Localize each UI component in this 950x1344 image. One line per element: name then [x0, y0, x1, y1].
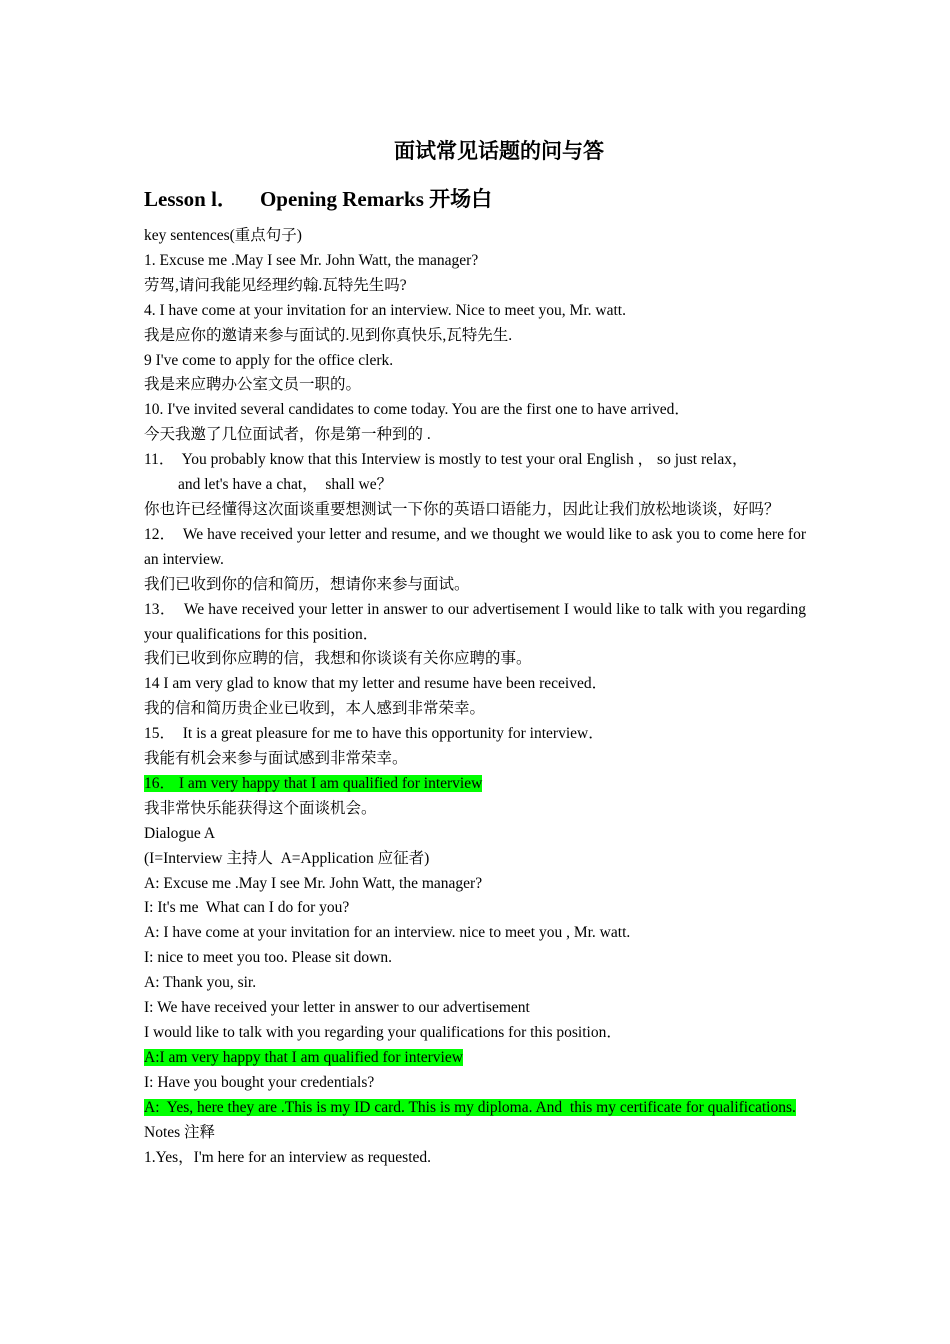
highlighted-text: 16． I am very happy that I am qualified for interview [144, 774, 483, 792]
lesson-number: Lesson l． [144, 187, 238, 211]
line-text: 我非常快乐能获得这个面谈机会。 [144, 799, 377, 817]
text-line [144, 722, 806, 747]
line-text: 我是应你的邀请来参与面试的.见到你真快乐,瓦特先生. [144, 326, 513, 344]
line-text: 9 I've come to apply for the office clerk. [144, 351, 394, 369]
text-line [144, 573, 806, 598]
text-line [144, 647, 806, 672]
line-text: A: Thank you, sir. [144, 974, 257, 992]
line-text: 14 I am very glad to know that my letter and resume have been received． [144, 675, 608, 693]
line-text: Notes 注释 [144, 1123, 216, 1141]
text-line [144, 473, 806, 498]
text-line [144, 772, 806, 797]
line-text: (I=Interview 主持人 A=Application 应征者) [144, 849, 430, 867]
text-line [144, 822, 806, 847]
text-line [144, 872, 806, 897]
text-line [144, 423, 806, 448]
text-line [144, 697, 806, 722]
text-line [144, 847, 806, 872]
document-body [144, 224, 810, 1170]
lesson-name: Opening Remarks 开场白 [259, 187, 493, 211]
line-text: 我们已收到你的信和简历，想请你来参与面试。 [144, 575, 470, 593]
text-line [144, 996, 806, 1021]
text-line [144, 598, 810, 648]
line-text: I: nice to meet you too. Please sit down. [144, 949, 392, 967]
lesson-heading [144, 184, 806, 214]
line-text: and let's have a chat， shall we？ [178, 476, 393, 494]
text-line [144, 224, 806, 249]
line-text: 1.Yes，I'm here for an interview as requested. [144, 1148, 432, 1166]
line-text: 13． We have received your letter in answer to our advertisement I would like to talk with you regarding your qualifications for this position． [144, 600, 810, 643]
line-text: 15． It is a great pleasure for me to have this opportunity for interview． [144, 725, 604, 743]
text-line [144, 946, 806, 971]
line-text: 12． We have received your letter and resume, and we thought we would like to ask you to come here for an interview. [144, 525, 810, 568]
text-line [144, 1121, 806, 1146]
line-text: 我的信和简历贵企业已收到，本人感到非常荣幸。 [144, 700, 486, 718]
line-text: A: Excuse me .May I see Mr. John Watt, the manager? [144, 874, 483, 892]
text-line [144, 398, 806, 423]
line-text: I: Have you bought your credentials? [144, 1073, 375, 1091]
line-text: 我能有机会来参与面试感到非常荣幸。 [144, 750, 408, 768]
line-text: I: We have received your letter in answer to our advertisement [144, 999, 530, 1017]
line-text: 劳驾,请问我能见经理约翰.瓦特先生吗? [144, 276, 407, 294]
line-text: key sentences(重点句子) [144, 227, 302, 244]
text-line [144, 1096, 806, 1121]
line-text: 4. I have come at your invitation for an interview. Nice to meet you, Mr. watt. [144, 301, 626, 319]
text-line [144, 672, 806, 697]
text-line [144, 498, 806, 523]
text-line [144, 274, 806, 299]
text-line [144, 299, 806, 324]
line-text: 今天我邀了几位面试者，你是第一种到的 . [144, 426, 431, 444]
page-title: 面试常见话题的问与答 [394, 139, 604, 163]
text-line [144, 249, 806, 274]
text-line [144, 448, 806, 473]
text-line [144, 373, 806, 398]
text-line [144, 797, 806, 822]
text-line [144, 1046, 806, 1071]
line-text: 你也许已经懂得这次面谈重要想测试一下你的英语口语能力，因此让我们放松地谈谈，好吗？ [144, 500, 780, 518]
text-line [144, 896, 806, 921]
line-text: Dialogue A [144, 824, 216, 842]
text-line [144, 1071, 806, 1096]
text-line [144, 349, 806, 374]
document-page [144, 134, 810, 1170]
text-line [144, 324, 806, 349]
line-text: 我是来应聘办公室文员一职的。 [144, 376, 362, 394]
text-line [144, 971, 806, 996]
line-text: I would like to talk with you regarding your qualifications for this position． [144, 1024, 622, 1041]
line-text: 11． You probably know that this Interview is mostly to test your oral English ， so just relax， [144, 451, 748, 469]
text-line [144, 921, 806, 946]
highlighted-text: A:I am very happy that I am qualified for interview [144, 1048, 463, 1066]
text-line [144, 1146, 806, 1171]
text-line [144, 523, 810, 573]
line-text: I: It's me What can I do for you? [144, 899, 350, 917]
text-line [144, 747, 806, 772]
highlighted-text: A: Yes, here they are .This is my ID card. This is my diploma. And this my certificate for qualifications. [144, 1098, 796, 1116]
line-text: A: I have come at your invitation for an interview. nice to meet you , Mr. watt. [144, 924, 631, 942]
line-text: 1. Excuse me .May I see Mr. John Watt, the manager? [144, 251, 479, 269]
line-text: 10. I've invited several candidates to come today. You are the first one to have arrived． [144, 401, 690, 419]
line-text: 我们已收到你应聘的信，我想和你谈谈有关你应聘的事。 [144, 650, 532, 668]
text-line [144, 1021, 806, 1046]
